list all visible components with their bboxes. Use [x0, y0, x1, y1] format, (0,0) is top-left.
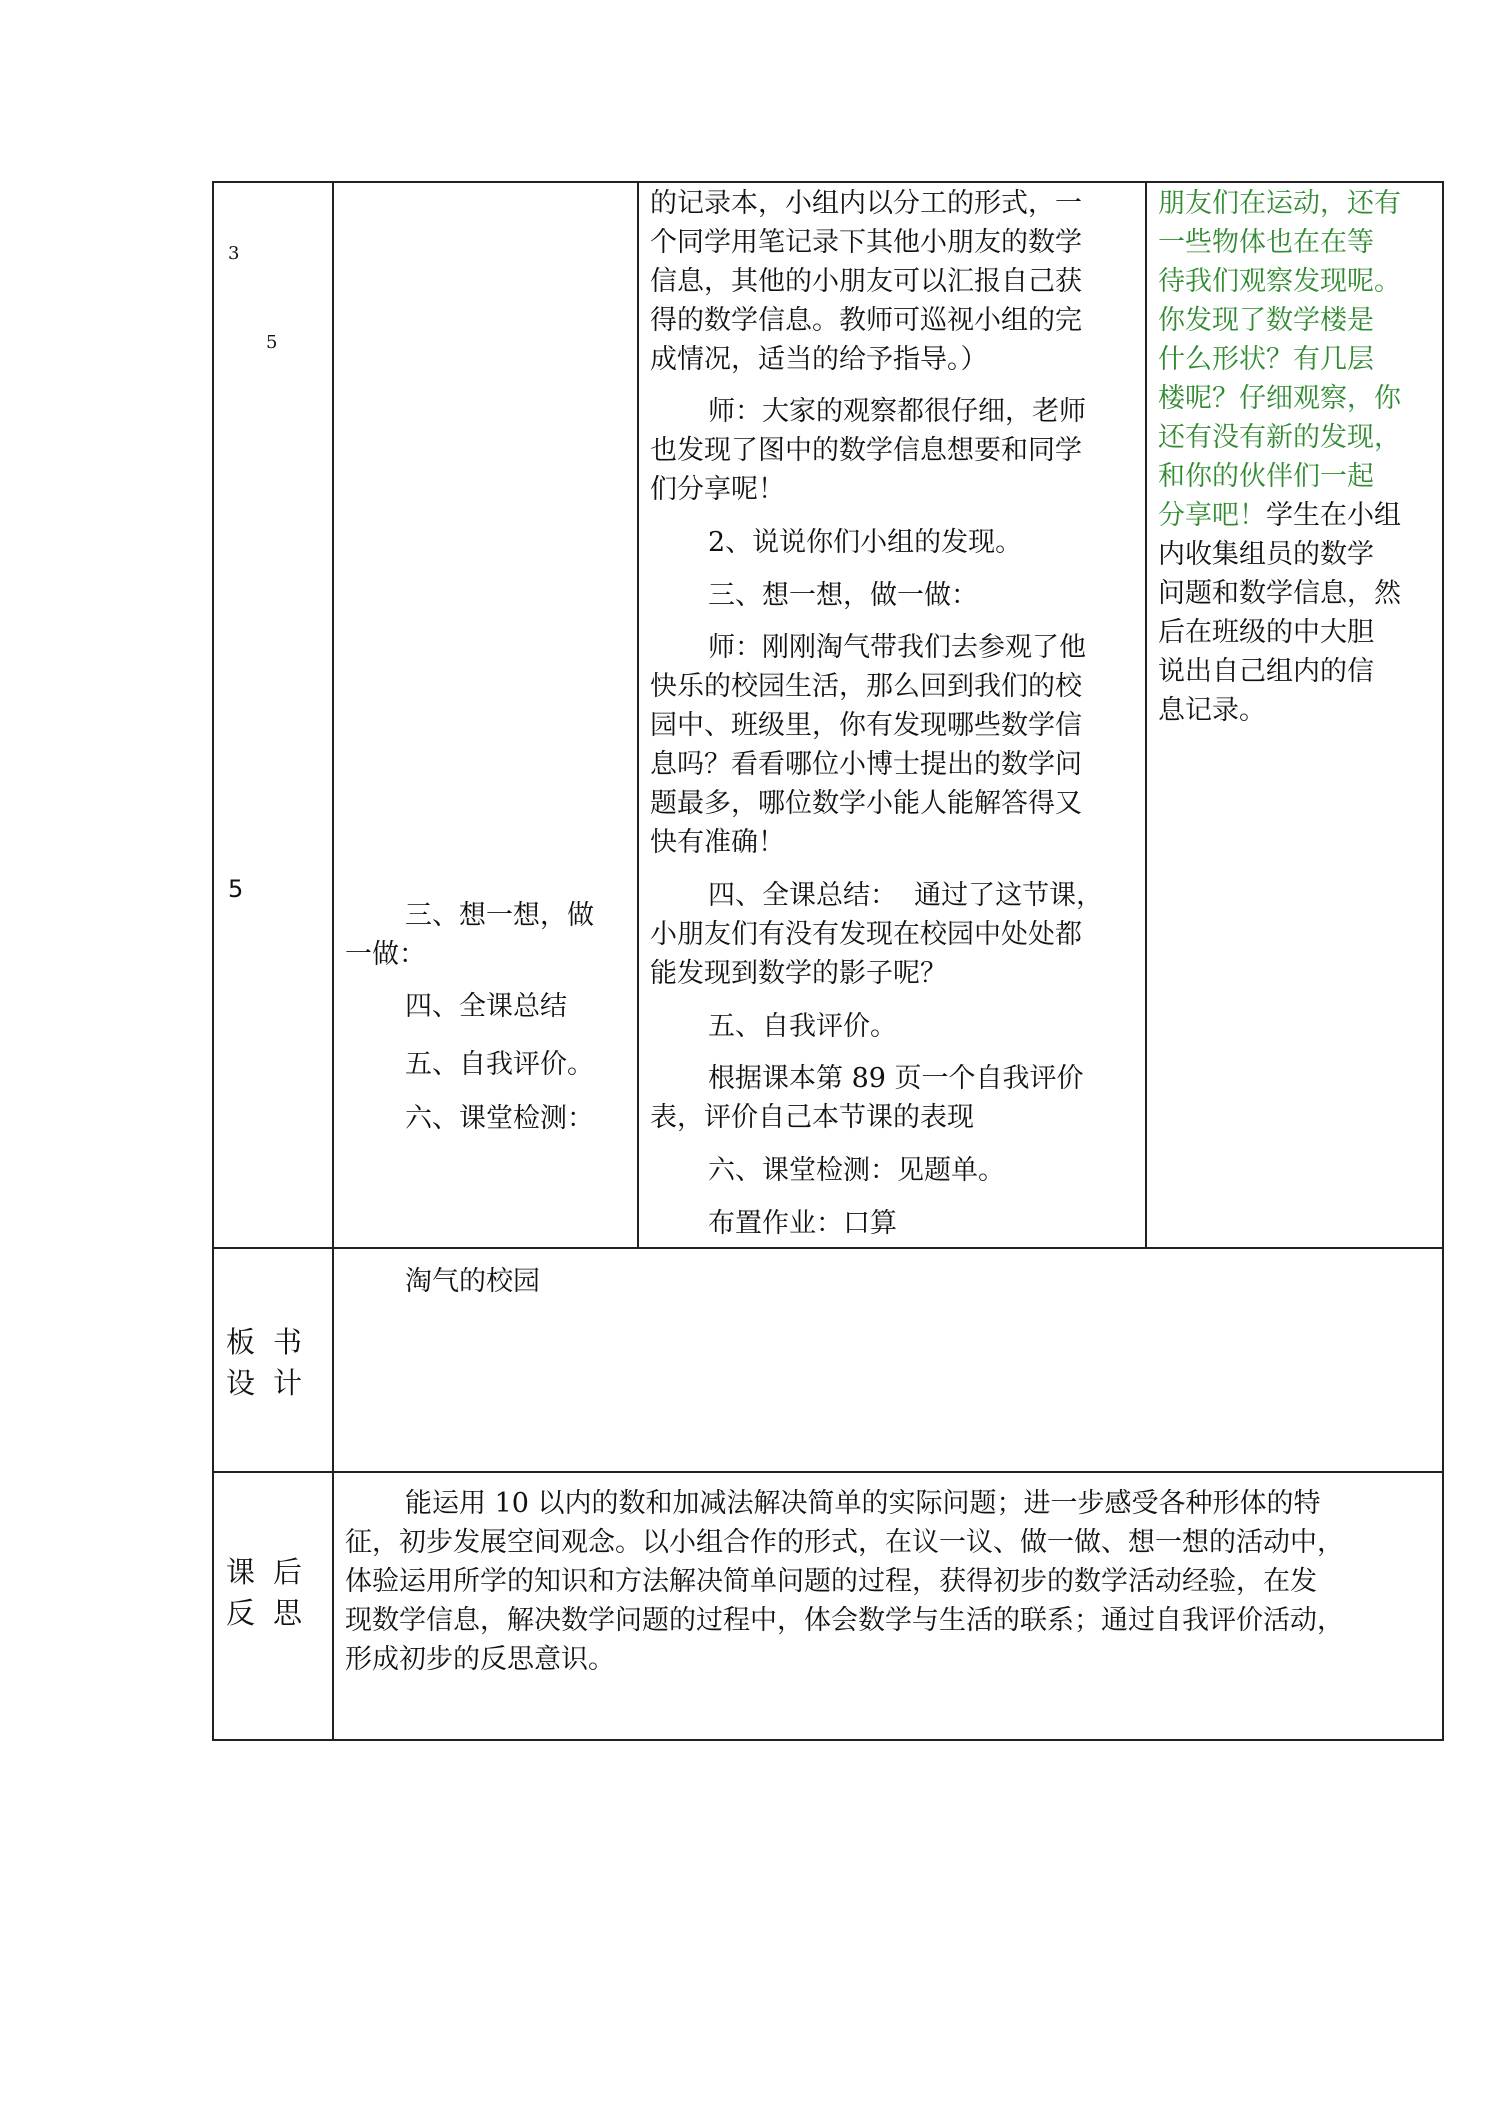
intent-line-green: 什么形状？有几层 — [1158, 344, 1374, 375]
process-line: 息吗？看看哪位小博士提出的数学问 — [650, 749, 1082, 780]
process-line: 快乐的校园生活，那么回到我们的校 — [650, 671, 1082, 702]
col-divider-3 — [1145, 181, 1147, 1249]
reflection-line: 体验运用所学的知识和方法解决简单问题的过程，获得初步的数学活动经验，在发 — [345, 1566, 1317, 1597]
reflection-line: 形成初步的反思意识。 — [345, 1644, 615, 1675]
process-line: 小朋友们有没有发现在校园中处处都 — [650, 919, 1082, 950]
col-divider-2 — [637, 181, 639, 1249]
intent-line: 息记录。 — [1158, 695, 1266, 726]
intent-line-green: 你发现了数学楼是 — [1158, 305, 1374, 336]
intent-green-tail: 分享吧！ — [1158, 500, 1266, 531]
process-line: 根据课本第 89 页一个自我评价 — [708, 1063, 1084, 1094]
intent-line-green: 还有没有新的发现， — [1158, 422, 1401, 453]
outline-line: 三、想一想，做 — [405, 900, 594, 931]
process-line: 2、说说你们小组的发现。 — [708, 527, 1023, 558]
reflection-line: 征，初步发展空间观念。以小组合作的形式，在议一议、做一做、想一想的活动中， — [345, 1527, 1344, 1558]
process-line: 个同学用笔记录下其他小朋友的数学 — [650, 227, 1082, 258]
process-line: 也发现了图中的数学信息想要和同学 — [650, 435, 1082, 466]
row-divider-reflection — [212, 1471, 1444, 1473]
row-number-5: 5 — [228, 875, 244, 903]
outline-line: 一做： — [345, 939, 426, 970]
board-design-label-1: 板书 — [226, 1325, 321, 1359]
outline-line: 六、课堂检测： — [405, 1103, 594, 1134]
intent-line-green: 待我们观察发现呢。 — [1158, 266, 1401, 297]
board-design-content: 淘气的校园 — [405, 1266, 540, 1297]
row-number-5-small: 5 — [266, 332, 278, 353]
intent-black-head: 学生在小组 — [1266, 500, 1401, 531]
outline-line: 四、全课总结 — [405, 991, 567, 1022]
process-line: 的记录本，小组内以分工的形式，一 — [650, 188, 1082, 219]
process-line: 成情况，适当的给予指导。） — [650, 344, 988, 375]
process-line: 表，评价自己本节课的表现 — [650, 1102, 974, 1133]
process-line: 六、课堂检测：见题单。 — [708, 1155, 1005, 1186]
process-line: 快有准确！ — [650, 827, 785, 858]
process-line: 得的数学信息。教师可巡视小组的完 — [650, 305, 1082, 336]
intent-line-mixed — [1158, 496, 1401, 535]
process-line: 信息，其他的小朋友可以汇报自己获 — [650, 266, 1082, 297]
intent-line-green: 楼呢？仔细观察，你 — [1158, 383, 1401, 414]
process-line: 们分享呢！ — [650, 474, 785, 505]
process-line: 师：大家的观察都很仔细，老师 — [708, 396, 1086, 427]
reflection-line: 现数学信息，解决数学问题的过程中，体会数学与生活的联系；通过自我评价活动， — [345, 1605, 1344, 1636]
process-line: 能发现到数学的影子呢？ — [650, 958, 947, 989]
process-line: 布置作业：口算 — [708, 1208, 897, 1239]
board-design-label-2: 设计 — [226, 1366, 321, 1400]
outline-line: 五、自我评价。 — [405, 1049, 594, 1080]
process-line: 五、自我评价。 — [708, 1011, 897, 1042]
table-right-border — [1442, 181, 1444, 1741]
process-line: 园中、班级里，你有发现哪些数学信 — [650, 710, 1082, 741]
row-divider-board — [212, 1247, 1444, 1249]
reflection-line: 能运用 10 以内的数和加减法解决简单的实际问题；进一步感受各种形体的特 — [405, 1488, 1321, 1519]
col-divider-1 — [332, 181, 334, 1741]
process-line: 题最多，哪位数学小能人能解答得又 — [650, 788, 1082, 819]
table-top-border — [212, 181, 1444, 183]
intent-line: 内收集组员的数学 — [1158, 539, 1374, 570]
reflection-label-2: 反思 — [226, 1596, 321, 1630]
table-bottom-border — [212, 1739, 1444, 1741]
intent-line-green: 朋友们在运动，还有 — [1158, 188, 1401, 219]
intent-line: 说出自己组内的信 — [1158, 656, 1374, 687]
process-line: 四、全课总结： 通过了这节课， — [708, 880, 1104, 911]
row-number-3: 3 — [228, 243, 240, 264]
reflection-label-1: 课后 — [226, 1555, 321, 1589]
intent-line-green: 和你的伙伴们一起 — [1158, 461, 1374, 492]
intent-line-green: 一些物体也在在等 — [1158, 227, 1374, 258]
process-line: 师：刚刚淘气带我们去参观了他 — [708, 632, 1086, 663]
intent-line: 后在班级的中大胆 — [1158, 617, 1374, 648]
table-left-border — [212, 181, 214, 1741]
intent-line: 问题和数学信息，然 — [1158, 578, 1401, 609]
process-line: 三、想一想，做一做： — [708, 580, 978, 611]
